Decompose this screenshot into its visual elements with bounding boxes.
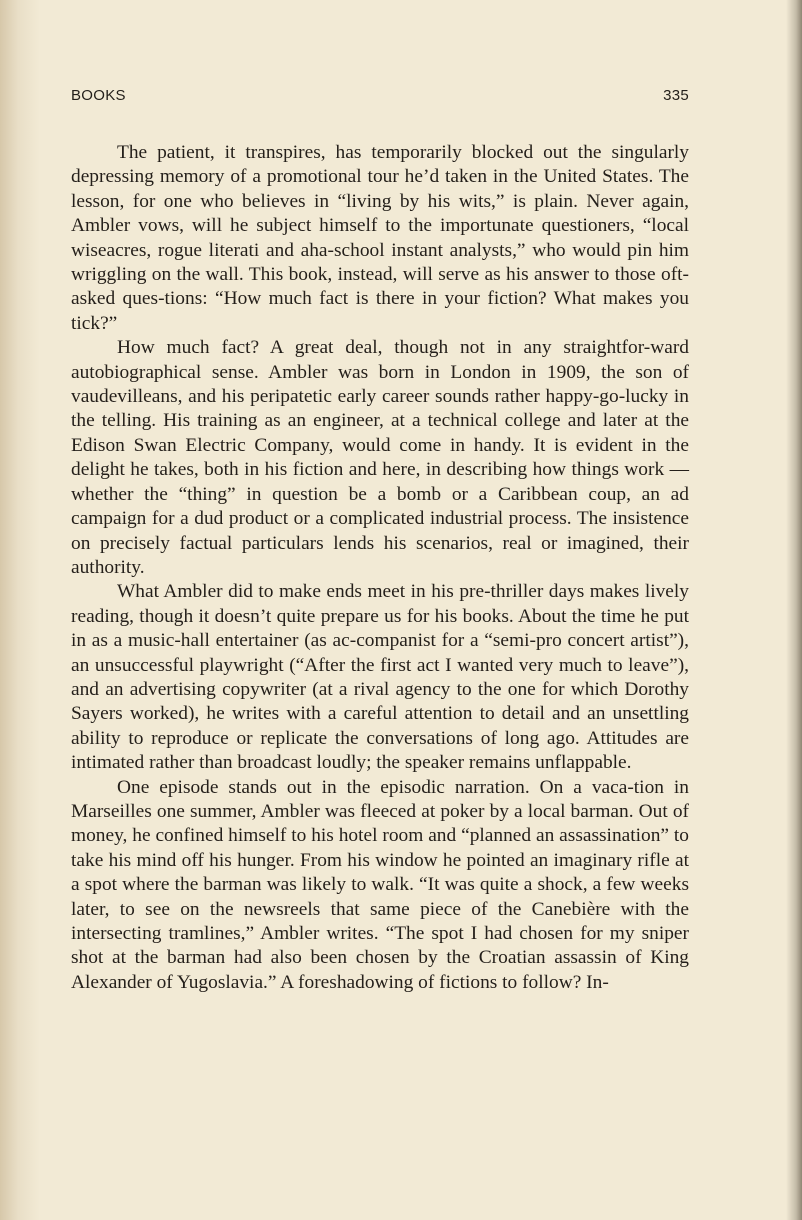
- section-title: BOOKS: [71, 87, 126, 104]
- paragraph-4: One episode stands out in the episodic narration. On a vaca-tion in Marseilles one summer, Ambler was fleeced at poker by a local barman. Out of money, he confined himself to his hotel room and “planned an assassination” to take his mind off his hunger. From his window he pointed an imaginary rifle at a spot where the barman was likely to walk. “It was quite a shock, a few weeks later, to see on the newsreels that same piece of the Canebière with the intersecting tramlines,” Ambler writes. “The spot I had chosen for my sniper shot at the barman had also been chosen by the Croatian assassin of King Alexander of Yugoslavia.” A foreshadowing of fictions to follow? In-: [71, 776, 689, 993]
- body-text: [71, 141, 689, 995]
- running-head: [71, 87, 689, 105]
- paragraph-2: How much fact? A great deal, though not in any straightfor-ward autobiographical sense. Ambler was born in London in 1909, the son of vaudevilleans, and his peripatetic early career sounds rather happy-go-lucky in the telling. His training as an engineer, at a technical college and later at the Edison Swan Electric Company, would come in handy. It is evident in the delight he takes, both in his fiction and here, in describing how things work — whether the “thing” in question be a bomb or a Caribbean coup, an ad campaign for a dud product or a complicated industrial process. The insistence on precisely factual particulars lends his scenarios, real or imagined, their authority.: [71, 337, 689, 578]
- paragraph-1: The patient, it transpires, has temporarily blocked out the singularly depressing memory of a promotional tour he’d taken in the United States. The lesson, for one who believes in “living by his wits,” is plain. Never again, Ambler vows, will he subject himself to the importunate questioners, “local wiseacres, rogue literati and aha-school instant analysts,” who would pin him wriggling on the wall. This book, instead, will serve as his answer to those oft-asked ques-tions: “How much fact is there in your fiction? What makes you tick?”: [71, 142, 689, 334]
- page-number: 335: [663, 87, 689, 104]
- paragraph-3: What Ambler did to make ends meet in his pre-thriller days makes lively reading, though it doesn’t quite prepare us for his books. About the time he put in as a music-hall entertainer (as ac-companist for a “semi-pro concert artist”), an unsuccessful playwright (“After the first act I wanted very much to leave”), and an advertising copywriter (at a rival agency to the one for which Dorothy Sayers worked), he writes with a careful attention to detail and an unsettling ability to reproduce or replicate the conversations of long ago. Attitudes are intimated rather than broadcast loudly; the speaker remains unflappable.: [71, 581, 689, 774]
